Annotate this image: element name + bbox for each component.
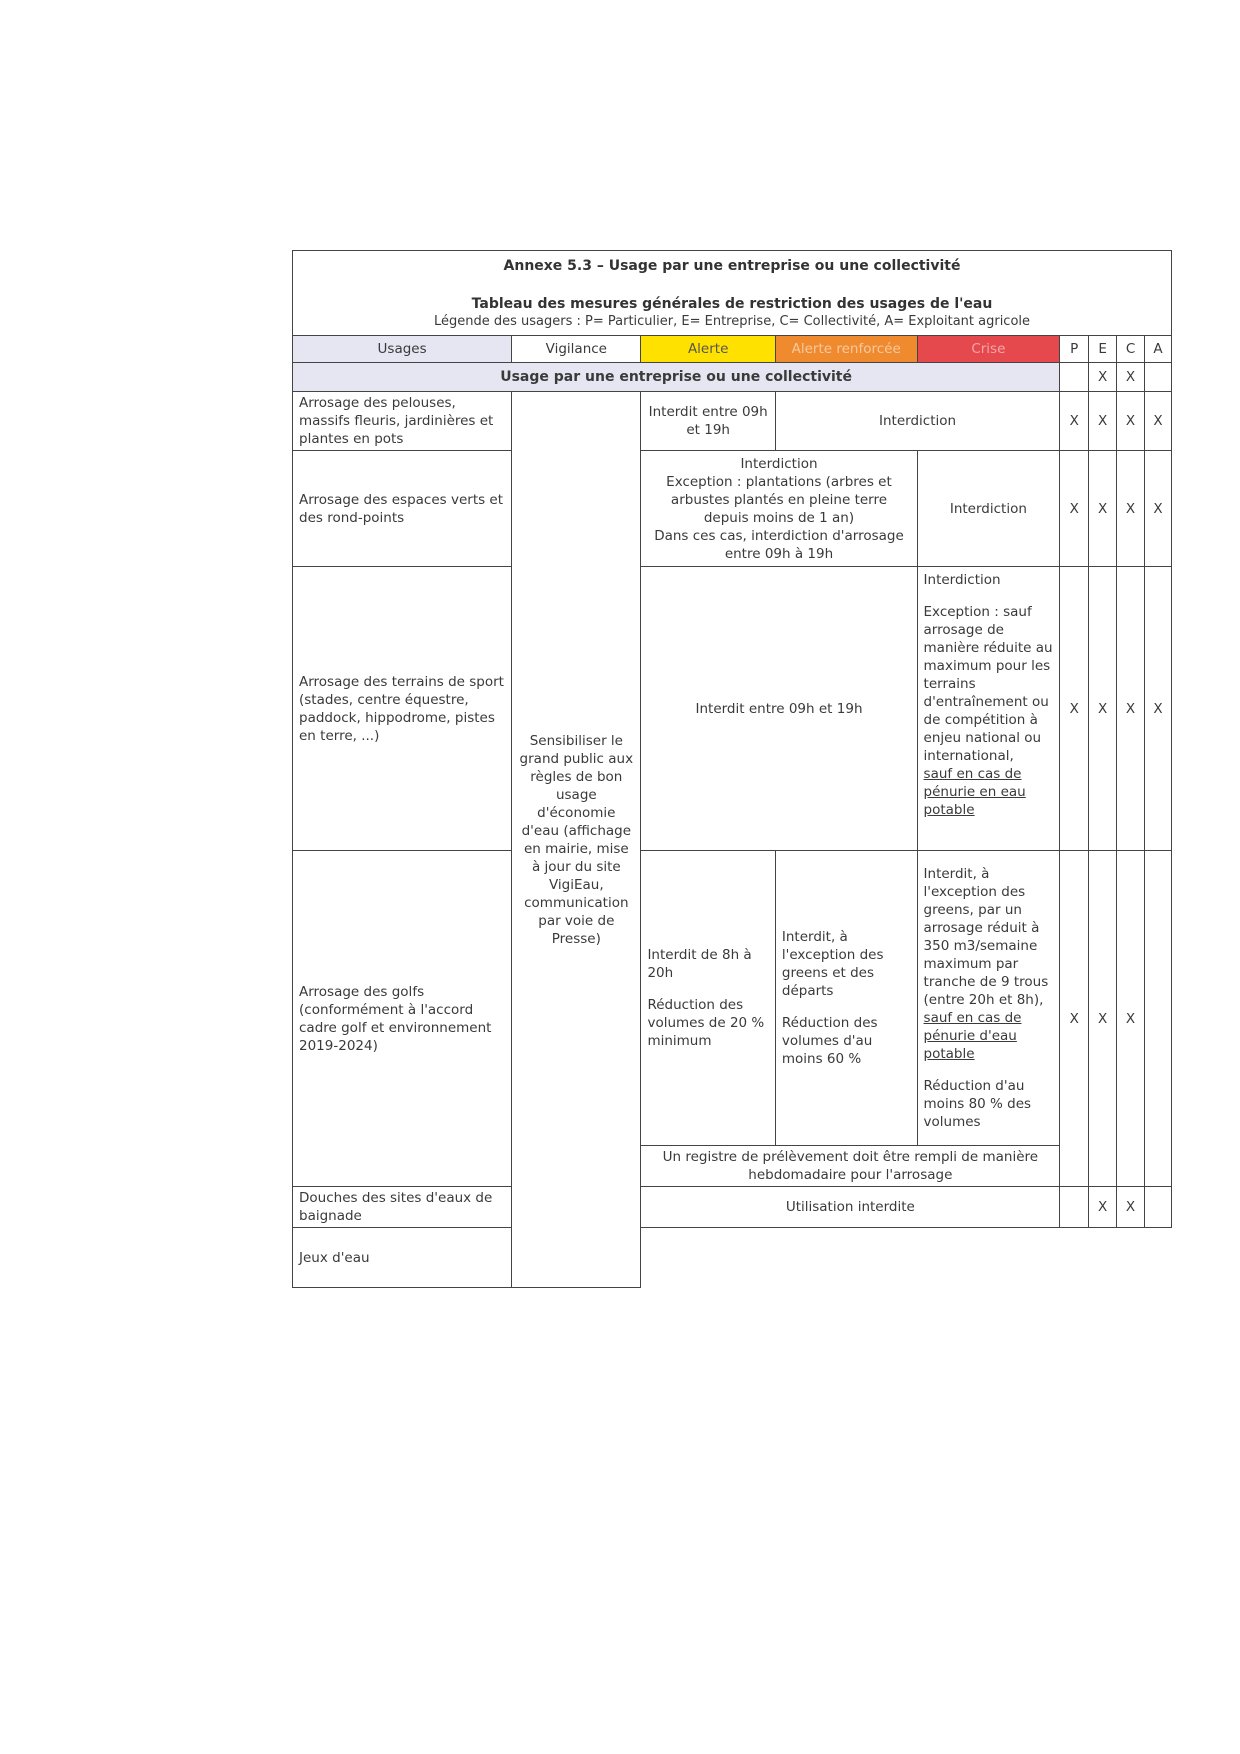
section-row bbox=[293, 363, 1172, 392]
section-label: Usage par une entreprise ou une collectivité bbox=[293, 363, 1060, 392]
e-mark: X bbox=[1089, 451, 1117, 567]
cell-line: Dans ces cas, interdiction d'arrosage entre 09h à 19h bbox=[654, 527, 904, 562]
col-header-e: E bbox=[1089, 336, 1117, 363]
alerte-renforcee-cell bbox=[641, 451, 917, 567]
col-header-alerte-renforcee: Alerte renforcée bbox=[775, 336, 917, 363]
usage-cell: Jeux d'eau bbox=[293, 1228, 512, 1288]
cell-line: Réduction des volumes de 20 % minimum bbox=[647, 997, 765, 1049]
restriction-table bbox=[292, 250, 1172, 1288]
col-header-a: A bbox=[1144, 336, 1171, 363]
col-header-alerte: Alerte bbox=[641, 336, 775, 363]
a-mark: X bbox=[1144, 392, 1171, 451]
alerte-cell bbox=[641, 851, 775, 1146]
crise-cell bbox=[917, 567, 1060, 851]
alerte-cell: Interdit entre 09h et 19h bbox=[641, 392, 775, 451]
renforcee-crise-cell: Interdiction bbox=[775, 392, 1059, 451]
table-row bbox=[293, 851, 1172, 1146]
user-legend: Légende des usagers : P= Particulier, E= Entreprise, C= Collectivité, A= Exploitant agricole bbox=[433, 314, 1031, 329]
cell-line: Interdiction bbox=[740, 455, 818, 472]
annex-title: Annexe 5.3 – Usage par une entreprise ou une collectivité bbox=[503, 258, 961, 274]
a-mark: X bbox=[1144, 451, 1171, 567]
e-mark: X bbox=[1089, 567, 1117, 851]
cell-line-underlined: sauf en cas de pénurie d'eau potable bbox=[923, 1010, 1022, 1062]
crise-cell bbox=[917, 851, 1060, 1146]
a-mark bbox=[1144, 1187, 1171, 1228]
all-levels-cell: Utilisation interdite bbox=[641, 1187, 1060, 1228]
col-header-vigilance: Vigilance bbox=[512, 336, 641, 363]
col-header-crise: Crise bbox=[917, 336, 1060, 363]
p-mark: X bbox=[1060, 567, 1089, 851]
usage-cell: Arrosage des golfs (conformément à l'accord cadre golf et environnement 2019-2024) bbox=[293, 851, 512, 1187]
p-mark: X bbox=[1060, 851, 1089, 1187]
vigilance-cell: Sensibiliser le grand public aux règles de bon usage d'économie d'eau (affichage en mairie, mise à jour du site VigiEau, communication par voie de Presse) bbox=[512, 392, 641, 1288]
registre-cell: Un registre de prélèvement doit être rempli de manière hebdomadaire pour l'arrosage bbox=[641, 1146, 1060, 1187]
p-mark: X bbox=[1060, 392, 1089, 451]
table-title: Tableau des mesures générales de restriction des usages de l'eau bbox=[471, 296, 993, 312]
section-p bbox=[1060, 363, 1089, 392]
e-mark: X bbox=[1089, 851, 1117, 1187]
p-mark: X bbox=[1060, 451, 1089, 567]
cell-line: Interdit, à l'exception des greens, par un arrosage réduit à 350 m3/semaine maximum par tranche de 9 trous (entre 20h et 8h), bbox=[923, 866, 1049, 1008]
cell-line: Réduction des volumes d'au moins 60 % bbox=[781, 1015, 878, 1067]
p-mark bbox=[1060, 1187, 1089, 1228]
usage-cell: Arrosage des terrains de sport (stades, centre équestre, paddock, hippodrome, pistes en terre, ...) bbox=[293, 567, 512, 851]
c-mark: X bbox=[1117, 451, 1145, 567]
cell-line: Exception : plantations (arbres et arbustes plantés en pleine terre depuis moins de 1 an) bbox=[666, 473, 892, 526]
alerte-renforcee-cell: Interdit entre 09h et 19h bbox=[641, 567, 917, 851]
table-row bbox=[293, 567, 1172, 851]
crise-cell: Interdiction bbox=[917, 451, 1060, 567]
section-c: X bbox=[1117, 363, 1145, 392]
cell-line: Exception : sauf arrosage de manière réduite au maximum pour les terrains d'entraînement ou de compétition à enjeu national ou international, bbox=[923, 604, 1053, 764]
alerte-renforcee-cell bbox=[775, 851, 917, 1146]
section-e: X bbox=[1089, 363, 1117, 392]
a-mark bbox=[1144, 851, 1171, 1187]
column-header-row bbox=[293, 336, 1172, 363]
cell-line: Réduction d'au moins 80 % des volumes bbox=[923, 1078, 1032, 1130]
section-a bbox=[1144, 363, 1171, 392]
c-mark: X bbox=[1117, 851, 1145, 1187]
usage-cell: Arrosage des pelouses, massifs fleuris, jardinières et plantes en pots bbox=[293, 392, 512, 451]
cell-line: Interdiction bbox=[923, 572, 1001, 588]
e-mark: X bbox=[1089, 1187, 1117, 1228]
table-row bbox=[293, 1228, 1172, 1288]
table-header-block bbox=[293, 251, 1172, 336]
table-row bbox=[293, 392, 1172, 451]
usage-cell: Douches des sites d'eaux de baignade bbox=[293, 1187, 512, 1228]
a-mark: X bbox=[1144, 567, 1171, 851]
col-header-usages: Usages bbox=[293, 336, 512, 363]
table-row bbox=[293, 1187, 1172, 1228]
e-mark: X bbox=[1089, 392, 1117, 451]
cell-line-underlined: sauf en cas de pénurie en eau potable bbox=[923, 766, 1026, 818]
table-row bbox=[293, 451, 1172, 567]
col-header-p: P bbox=[1060, 336, 1089, 363]
c-mark: X bbox=[1117, 567, 1145, 851]
c-mark: X bbox=[1117, 392, 1145, 451]
usage-cell: Arrosage des espaces verts et des rond-points bbox=[293, 451, 512, 567]
col-header-c: C bbox=[1117, 336, 1145, 363]
cell-line: Interdit de 8h à 20h bbox=[647, 947, 752, 981]
c-mark: X bbox=[1117, 1187, 1145, 1228]
cell-line: Interdit, à l'exception des greens et des départs bbox=[781, 929, 884, 999]
